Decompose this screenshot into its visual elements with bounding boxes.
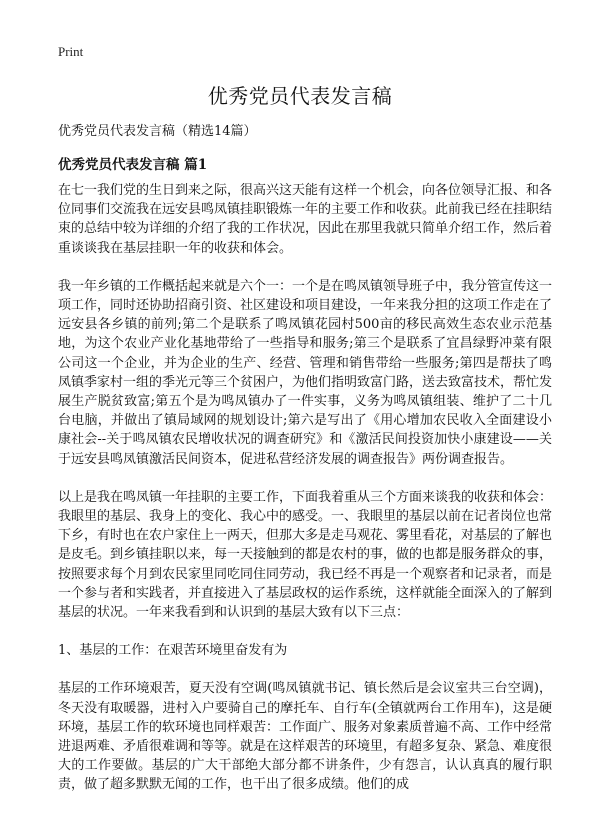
item-heading: 1、基层的工作：在艰苦环境里奋发有为 [58, 643, 288, 659]
paragraph: 以上是我在鸣凤镇一年挂职的主要工作，下面我着重从三个方面来谈我的收获和体会：我眼里的基层、我身上的变化、我心中的感受。一、我眼里的基层以前在记者岗位也常下乡，有时也在农户家住上一两天，但那大多是走马观花、雾里看花，对基层的了解也是皮毛。到乡镇挂职以来，每一天接触到的都是农村的事，做的也都是服务群众的事，按照要求每个月到农民家里同吃同住同劳动，我已经不再是一个观察者和记录者，而是一个参与者和实践者，并直接进入了基层政权的运作系统，这样就能全面深入的了解到基层的状况。一年来我看到和认识到的基层大致有以下三点： [58, 489, 553, 621]
paragraph: 基层的工作环境艰苦，夏天没有空调(鸣凤镇就书记、镇长然后是会议室共三台空调)，冬天没有取暖器，进村入户要骑自己的摩托车、自行车(全镇就两台工作用车)，这是硬环境，基层工作的软环境也同样艰苦：工作面广、服务对象素质普遍不高、工作中经常进退两难、矛盾很难调和等等。就是在这样艰苦的环境里，有超多复杂、紧急、难度很大的工作要做。基层的广大干部绝大部分都不讲条件，少有怨言，认认真真的履行职责，做了超多默默无闻的工作，也干出了很多成绩。他们的成 [58, 681, 553, 793]
document-subtitle: 优秀党员代表发言稿（精选14篇） [58, 124, 257, 139]
section-heading: 优秀党员代表发言稿 篇1 [58, 157, 208, 173]
article-body [58, 181, 552, 814]
paragraph: 在七一我们党的生日到来之际，很高兴这天能有这样一个机会，向各位领导汇报、和各位同事们交流我在远安县鸣凤镇挂职锻炼一年的主要工作和收获。此前我已经在挂职结束的总结中较为详细的介绍了我的工作状况，因此在那里我就只简单介绍工作，然后着重谈谈我在基层挂职一年的收获和体会。 [58, 183, 553, 256]
paragraph: 我一年乡镇的工作概括起来就是六个一：一个是在鸣凤镇领导班子中，我分管宣传这一项工作，同时还协助招商引资、社区建设和项目建设，一年来我分担的这项工作走在了远安县各乡镇的前列;第二个是联系了鸣凤镇花园村500亩的移民高效生态农业示范基地，为这个农业产业化基地带给了一些指导和服务;第三个是联系了宜昌绿野冲菜有限公司这一个企业，并为企业的生产、经营、管理和销售带给一些服务;第四是帮扶了鸣凤镇季家村一组的季光元等三个贫困户，为他们指明致富门路，送去致富技术，帮忙发展生产脱贫致富;第五个是为鸣凤镇办了一件实事，义务为鸣凤镇组装、维护了二十几台电脑，并做出了镇局域网的规划设计;第六是写出了《用心增加农民收入全面建设小康社会--关于鸣凤镇农民增收状况的调查研究》和《激活民间投资加快小康建设——关于远安县鸣凤镇激活民间资本，促进私营经济发展的调查报告》两份调查报告。 [58, 278, 553, 467]
page-title: 优秀党员代表发言稿 [207, 84, 393, 108]
print-link[interactable]: Print [58, 44, 84, 59]
